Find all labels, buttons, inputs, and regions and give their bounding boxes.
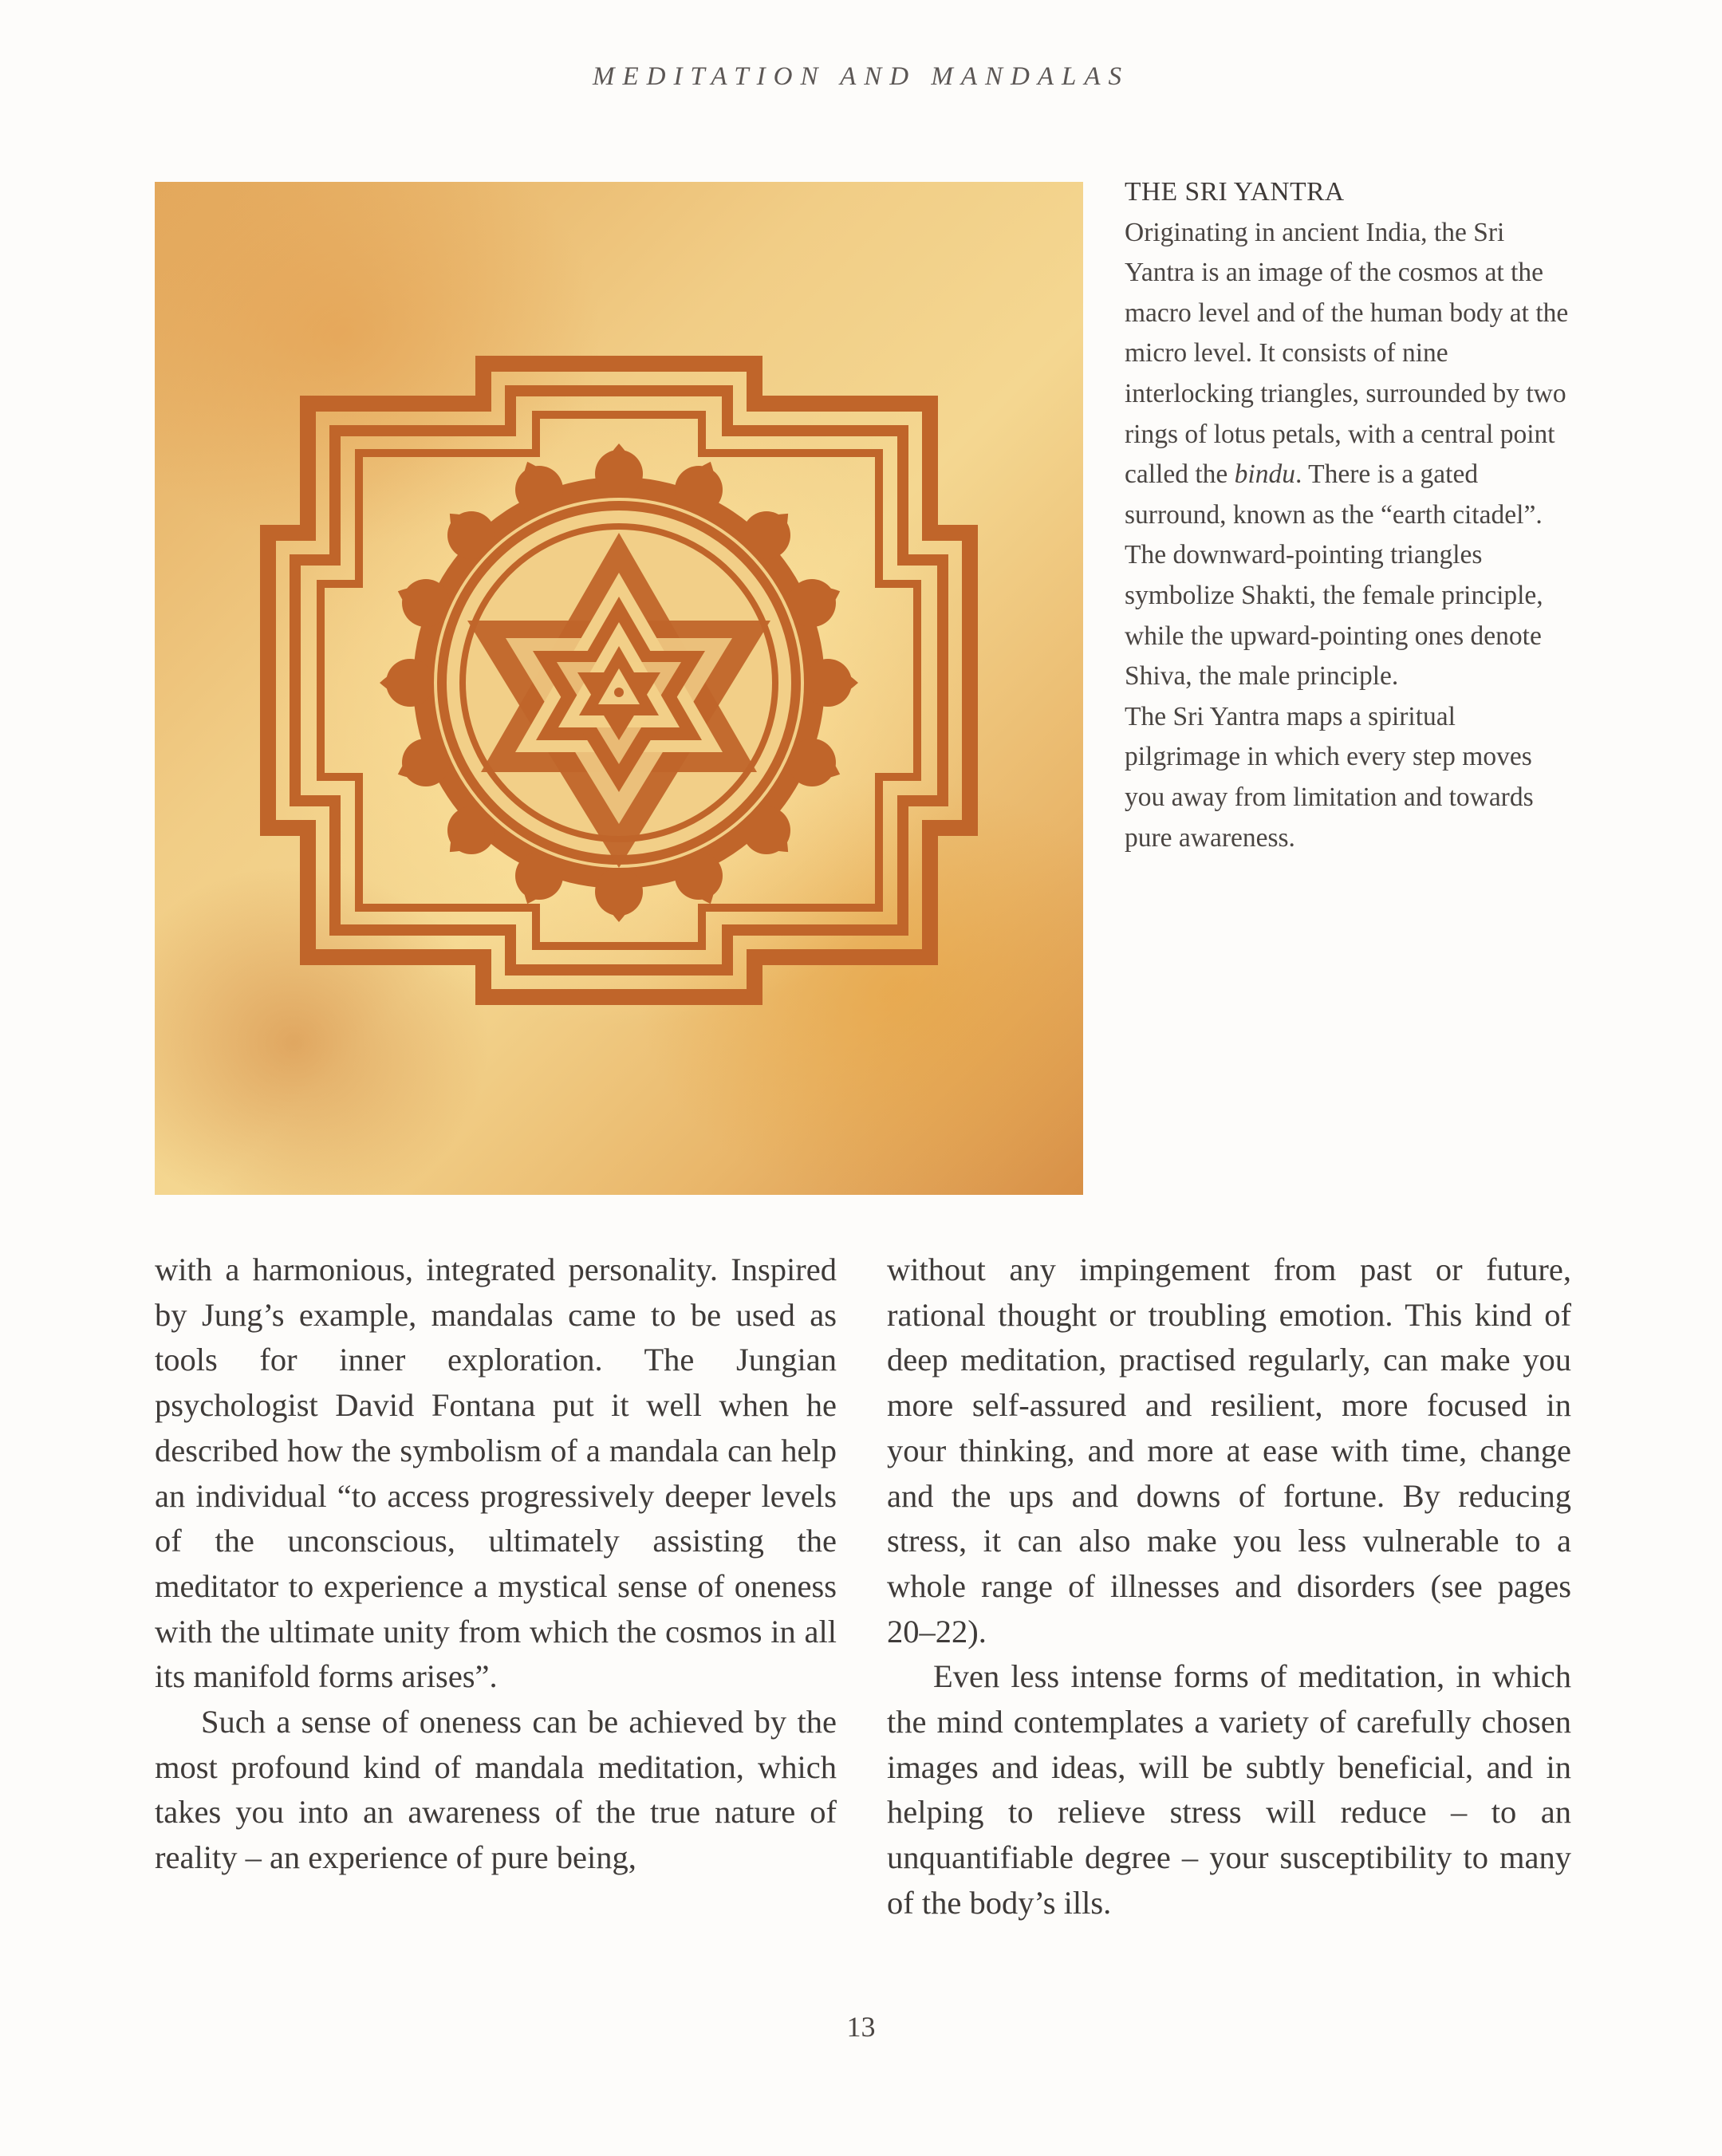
caption-text-part-2: . There is a gated surround, known as the “earth citadel”. The downward-pointing triangles symbolize Shakti, the female principle, while the upward-pointing ones denote Shiva, the male principle. [1125, 459, 1543, 692]
left-paragraph-2: Such a sense of oneness can be achieved by the most profound kind of mandala meditation, which takes you into an awareness of the true nature of reality – an experience of pure being, [155, 1704, 837, 1876]
figure-caption [1125, 172, 1571, 858]
caption-title: THE SRI YANTRA [1125, 177, 1345, 207]
right-paragraph-1: without any impingement from past or future, rational thought or troubling emotion. This kind of deep meditation, practised regularly, can make you more self-assured and resilient, more focused in your thinking, and more at ease with time, change and the ups and downs of fortune. By reducing stress, it can also make you less vulnerable to a whole range of illnesses and disorders (see pages 20–22). [887, 1251, 1571, 1650]
sri-yantra-figure [155, 182, 1083, 1195]
caption-text [1125, 213, 1571, 697]
right-paragraph-2: Even less intense forms of meditation, in which the mind contemplates a variety of carefully chosen images and ideas, will be subtly beneficial, and in helping to relieve stress will reduce – to an unquantifiable degree – your susceptibility to many of the body’s ills. [887, 1658, 1571, 1921]
body-column-right [887, 1247, 1571, 1926]
running-head: MEDITATION AND MANDALAS [592, 62, 1130, 91]
caption-text-part-3: The Sri Yantra maps a spiritual pilgrimage in which every step moves you away from limitation and towards pure awareness. [1125, 701, 1534, 853]
page-number: 13 [846, 2011, 876, 2043]
left-paragraph-1: with a harmonious, integrated personality. Inspired by Jung’s example, mandalas came to be used as tools for inner exploration. The Jungian psychologist David Fontana put it well when he described how the symbolism of a mandala can help an individual “to access progressively deeper levels of the unconscious, ultimately assisting the meditator to experience a mystical sense of oneness with the ultimate unity from which the cosmos in all its manifold forms arises”. [155, 1251, 837, 1695]
body-column-left [155, 1247, 837, 1881]
caption-text-part-1: Originating in ancient India, the Sri Yantra is an image of the cosmos at the macro level and of the human body at the micro level. It consists of nine interlocking triangles, surrounded by two rings of lotus petals, with a central point called the [1125, 217, 1569, 490]
sri-yantra-drawing [155, 182, 1083, 1195]
caption-italic-bindu: bindu [1234, 459, 1295, 490]
